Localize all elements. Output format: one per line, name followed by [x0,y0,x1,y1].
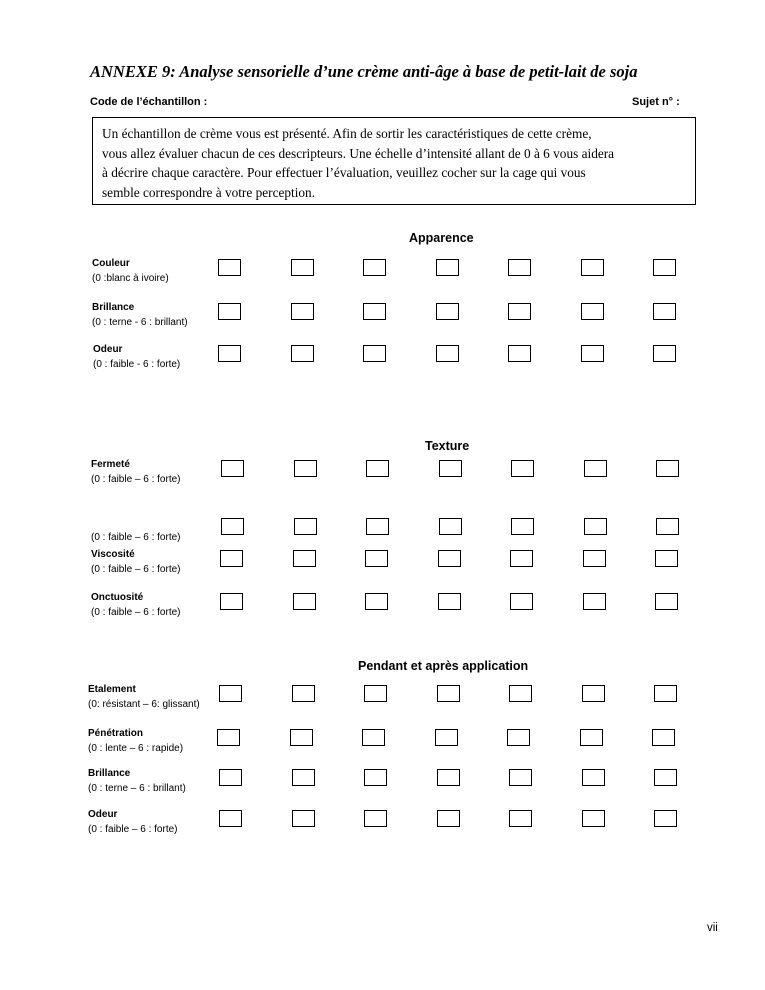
scale-checkbox[interactable] [584,518,607,535]
descriptor-row [0,807,765,847]
descriptor-label [92,256,169,286]
scale-checkbox[interactable] [363,345,386,362]
scale-checkbox[interactable] [220,550,243,567]
descriptor-row [0,342,765,382]
scale-checkbox[interactable] [437,685,460,702]
scale-checkbox[interactable] [508,345,531,362]
scale-checkbox[interactable] [218,259,241,276]
scale-checkbox[interactable] [653,345,676,362]
scale-checkbox[interactable] [653,259,676,276]
subject-number-label: Sujet n° : [632,96,680,108]
descriptor-scale: (0 : faible – 6 : forte) [91,532,181,543]
scale-checkbox[interactable] [656,460,679,477]
scale-checkbox[interactable] [583,550,606,567]
scale-checkbox[interactable] [439,460,462,477]
scale-checkbox[interactable] [439,518,462,535]
scale-checkbox[interactable] [363,259,386,276]
scale-checkbox[interactable] [582,769,605,786]
scale-checkbox[interactable] [437,810,460,827]
descriptor-label [91,590,181,620]
scale-checkbox[interactable] [655,550,678,567]
descriptor-scale: (0 :blanc à ivoire) [92,273,169,284]
descriptor-row [0,682,765,722]
scale-checkbox[interactable] [582,685,605,702]
scale-checkbox[interactable] [583,593,606,610]
descriptor-scale: (0 : faible – 6 : forte) [88,824,178,835]
descriptor-label [88,726,183,756]
scale-checkbox[interactable] [362,729,385,746]
scale-checkbox[interactable] [217,729,240,746]
descriptor-row [0,457,765,497]
descriptor-name: Odeur [93,344,123,355]
scale-checkbox[interactable] [509,685,532,702]
scale-checkbox[interactable] [654,685,677,702]
descriptor-label [93,342,180,372]
descriptor-label [91,515,181,545]
descriptor-row [0,766,765,806]
scale-checkbox[interactable] [654,769,677,786]
document-title: ANNEXE 9: Analyse sensorielle d’une crème anti-âge à base de petit-lait de soja [90,62,638,81]
scale-checkbox[interactable] [364,769,387,786]
scale-checkbox[interactable] [293,550,316,567]
scale-checkbox[interactable] [436,345,459,362]
descriptor-name: Odeur [88,809,118,820]
scale-checkbox[interactable] [653,303,676,320]
scale-checkbox[interactable] [509,810,532,827]
scale-checkbox[interactable] [294,460,317,477]
instruction-line: vous allez évaluer chacun de ces descripteurs. Une échelle d’intensité allant de 0 à 6 vous aidera [102,145,615,161]
scale-checkbox[interactable] [436,303,459,320]
descriptor-label [88,682,200,712]
scale-checkbox[interactable] [219,685,242,702]
instruction-line: Un échantillon de crème vous est présenté. Afin de sortir les caractéristiques de cette crème, [102,126,592,141]
scale-checkbox[interactable] [221,518,244,535]
scale-checkbox[interactable] [219,769,242,786]
scale-checkbox[interactable] [219,810,242,827]
scale-checkbox[interactable] [436,259,459,276]
scale-checkbox[interactable] [366,518,389,535]
scale-checkbox[interactable] [366,460,389,477]
descriptor-scale: (0 : terne - 6 : brillant) [92,317,188,328]
scale-checkbox[interactable] [584,460,607,477]
scale-checkbox[interactable] [652,729,675,746]
descriptor-scale: (0: résistant – 6: glissant) [88,699,200,710]
scale-checkbox[interactable] [509,769,532,786]
scale-checkbox[interactable] [581,259,604,276]
scale-checkbox[interactable] [220,593,243,610]
scale-checkbox[interactable] [582,810,605,827]
scale-checkbox[interactable] [291,345,314,362]
sample-code-label: Code de l’échantillon : [90,96,208,108]
page-number: vii [707,922,718,934]
scale-checkbox[interactable] [365,550,388,567]
descriptor-label [88,766,186,796]
scale-checkbox[interactable] [581,345,604,362]
instruction-line: à décrire chaque caractère. Pour effectuer l’évaluation, veuillez cocher sur la cage qui vous [102,165,586,181]
scale-checkbox[interactable] [365,593,388,610]
scale-checkbox[interactable] [293,593,316,610]
scale-checkbox[interactable] [510,593,533,610]
scale-checkbox[interactable] [580,729,603,746]
scale-checkbox[interactable] [510,550,533,567]
descriptor-scale: (0 : faible - 6 : forte) [93,359,181,370]
scale-checkbox[interactable] [364,685,387,702]
scale-checkbox[interactable] [290,729,313,746]
scale-checkbox[interactable] [292,769,315,786]
descriptor-scale: (0 : faible – 6 : forte) [91,474,181,485]
scale-checkbox[interactable] [218,303,241,320]
scale-checkbox[interactable] [363,303,386,320]
descriptor-label [88,807,178,837]
scale-checkbox[interactable] [511,460,534,477]
descriptor-label [92,300,188,330]
descriptor-row [0,590,765,630]
scale-checkbox[interactable] [291,303,314,320]
descriptor-scale: (0 : faible – 6 : forte) [91,564,181,575]
descriptor-name: Fermeté [91,459,130,470]
descriptor-name: Brillance [92,302,135,313]
descriptor-row [0,256,765,296]
scale-checkbox[interactable] [435,729,458,746]
descriptor-name: Onctuosité [91,592,144,603]
scale-checkbox[interactable] [292,685,315,702]
descriptor-row [0,726,765,766]
section-title: Pendant et après application [358,659,529,673]
scale-checkbox[interactable] [294,518,317,535]
section-title: Texture [425,439,470,453]
scale-checkbox[interactable] [507,729,530,746]
scale-checkbox[interactable] [218,345,241,362]
descriptor-label [91,457,181,487]
scale-checkbox[interactable] [508,303,531,320]
descriptor-name: Etalement [88,684,136,695]
scale-checkbox[interactable] [654,810,677,827]
descriptor-row [0,300,765,340]
descriptor-row [0,547,765,587]
instruction-line: semble correspondre à votre perception. [102,185,316,201]
scale-checkbox[interactable] [511,518,534,535]
scale-checkbox[interactable] [221,460,244,477]
instructions-box [92,117,696,205]
scale-checkbox[interactable] [437,769,460,786]
scale-checkbox[interactable] [581,303,604,320]
descriptor-name: Brillance [88,768,131,779]
section-title: Apparence [409,231,474,245]
descriptor-label [91,547,181,577]
descriptor-name: Pénétration [88,728,144,739]
descriptor-scale: (0 : lente – 6 : rapide) [88,743,184,754]
descriptor-scale: (0 : faible – 6 : forte) [91,607,181,618]
descriptor-name: Viscosité [91,549,135,560]
scale-checkbox[interactable] [438,550,461,567]
scale-checkbox[interactable] [364,810,387,827]
scale-checkbox[interactable] [508,259,531,276]
scale-checkbox[interactable] [438,593,461,610]
descriptor-name: Couleur [92,258,130,269]
descriptor-scale: (0 : terne – 6 : brillant) [88,783,186,794]
scale-checkbox[interactable] [291,259,314,276]
scale-checkbox[interactable] [292,810,315,827]
scale-checkbox[interactable] [656,518,679,535]
scale-checkbox[interactable] [655,593,678,610]
